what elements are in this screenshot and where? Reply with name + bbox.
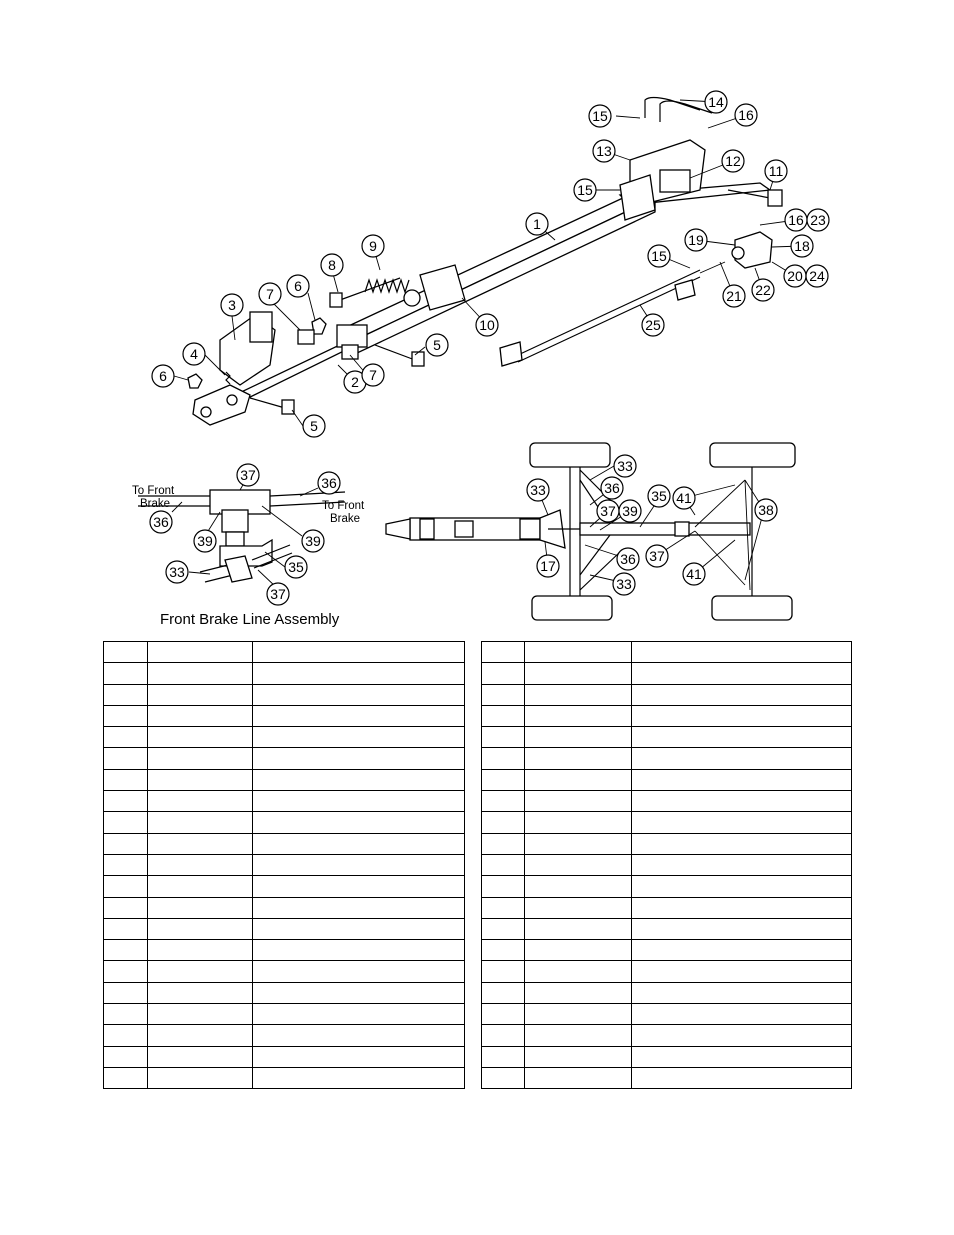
brake-callout-39a [194, 530, 216, 552]
table-cell [148, 769, 253, 790]
table-cell [148, 897, 253, 918]
table-cell [148, 854, 253, 875]
svg-text:22: 22 [755, 282, 771, 298]
table-row [482, 642, 852, 663]
table-cell [148, 940, 253, 961]
table-cell [482, 769, 525, 790]
table-cell [148, 961, 253, 982]
table-cell [148, 748, 253, 769]
callout-6a [152, 365, 174, 387]
table-cell [482, 812, 525, 833]
table-cell [525, 1025, 632, 1046]
table-cell [104, 1067, 148, 1088]
callout-22 [752, 279, 774, 301]
table-cell [104, 791, 148, 812]
svg-text:24: 24 [809, 268, 825, 284]
table-cell [148, 727, 253, 748]
table-row [482, 727, 852, 748]
table-row [482, 940, 852, 961]
table-row [482, 791, 852, 812]
table-cell [525, 642, 632, 663]
table-cell [148, 876, 253, 897]
top-callout-41a [673, 487, 695, 509]
svg-text:6: 6 [294, 278, 302, 294]
svg-text:36: 36 [620, 551, 636, 567]
table-cell [148, 1067, 253, 1088]
spring [365, 280, 409, 292]
svg-text:37: 37 [600, 503, 616, 519]
svg-text:15: 15 [577, 182, 593, 198]
svg-text:41: 41 [676, 490, 692, 506]
callout-20 [784, 265, 806, 287]
svg-text:2: 2 [351, 374, 359, 390]
table-cell [104, 918, 148, 939]
svg-text:10: 10 [479, 317, 495, 333]
callout-25 [642, 314, 664, 336]
top-callout-41b [683, 563, 705, 585]
table-row [104, 876, 465, 897]
table-cell [482, 748, 525, 769]
svg-text:35: 35 [651, 488, 667, 504]
label-right-to-front: To Front [322, 500, 365, 512]
table-row [482, 812, 852, 833]
table-row [482, 876, 852, 897]
svg-text:33: 33 [169, 564, 185, 580]
callout-16b [785, 209, 807, 231]
table-cell [525, 918, 632, 939]
top-callout-33c [613, 573, 635, 595]
tow-bar-exploded-view [152, 91, 829, 437]
table-cell [632, 833, 852, 854]
table-row [482, 748, 852, 769]
svg-text:16: 16 [788, 212, 804, 228]
table-cell [104, 1004, 148, 1025]
brake-callout-35 [285, 556, 307, 578]
table-cell [632, 1046, 852, 1067]
table-row [104, 1067, 465, 1088]
vehicle-top-view [386, 443, 795, 620]
table-cell [482, 1067, 525, 1088]
callout-23 [807, 209, 829, 231]
table-row [104, 791, 465, 812]
table-cell [148, 642, 253, 663]
callout-16a [735, 104, 757, 126]
table-cell [253, 918, 465, 939]
table-row [482, 918, 852, 939]
callout-13 [593, 140, 615, 162]
svg-text:5: 5 [433, 337, 441, 353]
table-row [104, 727, 465, 748]
parts-table-right [481, 641, 852, 1089]
table-cell [148, 1046, 253, 1067]
table-cell [482, 727, 525, 748]
svg-text:39: 39 [622, 503, 638, 519]
table-cell [632, 897, 852, 918]
brake-line-assembly-view [132, 464, 365, 628]
table-cell [104, 897, 148, 918]
table-row [104, 833, 465, 854]
table-cell [525, 940, 632, 961]
table-row [482, 663, 852, 684]
table-cell [253, 684, 465, 705]
table-row [482, 854, 852, 875]
table-cell [104, 876, 148, 897]
top-callout-35 [648, 485, 670, 507]
table-cell [632, 791, 852, 812]
svg-text:16: 16 [738, 107, 754, 123]
hitch-plate [193, 385, 250, 425]
top-callout-36b [617, 548, 639, 570]
table-cell [104, 748, 148, 769]
callout-8 [321, 254, 343, 276]
main-tube [340, 190, 655, 340]
table-cell [253, 642, 465, 663]
table-cell [632, 684, 852, 705]
table-cell [148, 833, 253, 854]
brake-rod-end [500, 342, 522, 366]
svg-text:8: 8 [328, 257, 336, 273]
table-cell [482, 642, 525, 663]
table-cell [482, 854, 525, 875]
table-cell [632, 918, 852, 939]
callout-7a [259, 283, 281, 305]
brake-assembly-caption: Front Brake Line Assembly [160, 611, 340, 628]
table-cell [148, 982, 253, 1003]
table-cell [148, 705, 253, 726]
table-row [104, 684, 465, 705]
svg-text:25: 25 [645, 317, 661, 333]
label-left-brake: Brake [140, 498, 171, 510]
top-callout-33b [527, 479, 549, 501]
svg-text:5: 5 [310, 418, 318, 434]
table-row [104, 642, 465, 663]
table-cell [632, 982, 852, 1003]
callout-15b [574, 179, 596, 201]
table-cell [525, 705, 632, 726]
brake-callout-37b [267, 583, 289, 605]
top-callout-36a [601, 477, 623, 499]
svg-text:15: 15 [651, 248, 667, 264]
svg-text:14: 14 [708, 94, 724, 110]
svg-text:36: 36 [153, 514, 169, 530]
table-cell [148, 918, 253, 939]
table-cell [482, 876, 525, 897]
table-cell [525, 748, 632, 769]
svg-text:11: 11 [768, 163, 784, 179]
callout-5a [303, 415, 325, 437]
table-row [482, 1046, 852, 1067]
svg-text:6: 6 [159, 368, 167, 384]
table-row [104, 705, 465, 726]
table-cell [632, 769, 852, 790]
svg-text:18: 18 [794, 238, 810, 254]
table-cell [253, 1004, 465, 1025]
brake-callout-36a [150, 511, 172, 533]
callout-18 [791, 235, 813, 257]
table-cell [148, 1004, 253, 1025]
table-cell [104, 854, 148, 875]
callout-10 [476, 314, 498, 336]
table-row [482, 1067, 852, 1088]
table-cell [632, 642, 852, 663]
table-cell [148, 791, 253, 812]
table-cell [525, 727, 632, 748]
top-callout-37b [646, 545, 668, 567]
table-cell [525, 769, 632, 790]
table-row [482, 769, 852, 790]
table-cell [482, 1046, 525, 1067]
table-cell [482, 1004, 525, 1025]
svg-text:13: 13 [596, 143, 612, 159]
top-callout-38 [755, 499, 777, 521]
table-row [482, 897, 852, 918]
svg-text:17: 17 [540, 558, 556, 574]
table-cell [253, 748, 465, 769]
table-cell [104, 684, 148, 705]
callout-15c [648, 245, 670, 267]
top-callout-17 [537, 555, 559, 577]
table-cell [104, 982, 148, 1003]
svg-text:37: 37 [270, 586, 286, 602]
table-cell [104, 727, 148, 748]
table-cell [104, 663, 148, 684]
table-cell [632, 812, 852, 833]
tire-front-left [530, 443, 610, 467]
table-cell [632, 1004, 852, 1025]
svg-text:9: 9 [369, 238, 377, 254]
table-cell [253, 961, 465, 982]
svg-text:37: 37 [240, 467, 256, 483]
table-cell [104, 769, 148, 790]
svg-text:35: 35 [288, 559, 304, 575]
tire-rear-left [710, 443, 795, 467]
brake-callout-37a [237, 464, 259, 486]
table-cell [253, 833, 465, 854]
table-cell [482, 940, 525, 961]
table-row [104, 1025, 465, 1046]
table-cell [482, 663, 525, 684]
table-cell [525, 854, 632, 875]
table-cell [104, 940, 148, 961]
table-row [104, 663, 465, 684]
callout-19 [685, 229, 707, 251]
callout-9 [362, 235, 384, 257]
svg-text:33: 33 [617, 458, 633, 474]
brake-callout-36b [318, 472, 340, 494]
table-cell [482, 705, 525, 726]
table-cell [482, 897, 525, 918]
table-cell [148, 663, 253, 684]
svg-text:38: 38 [758, 502, 774, 518]
svg-text:39: 39 [305, 533, 321, 549]
table-cell [632, 727, 852, 748]
callout-1 [526, 213, 548, 235]
table-cell [482, 961, 525, 982]
table-cell [253, 1046, 465, 1067]
table-cell [525, 1046, 632, 1067]
table-row [104, 1004, 465, 1025]
table-cell [632, 705, 852, 726]
table-row [104, 748, 465, 769]
table-cell [253, 1025, 465, 1046]
svg-text:7: 7 [369, 367, 377, 383]
table-cell [525, 684, 632, 705]
callout-7b [362, 364, 384, 386]
table-cell [104, 642, 148, 663]
table-cell [253, 940, 465, 961]
table-row [482, 1004, 852, 1025]
tire-front-right [532, 596, 612, 620]
table-cell [525, 663, 632, 684]
table-cell [632, 854, 852, 875]
svg-text:37: 37 [649, 548, 665, 564]
table-cell [525, 791, 632, 812]
table-cell [104, 833, 148, 854]
table-cell [148, 1025, 253, 1046]
table-cell [104, 1046, 148, 1067]
table-cell [632, 940, 852, 961]
svg-text:4: 4 [190, 346, 198, 362]
callout-12 [722, 150, 744, 172]
callout-24 [806, 265, 828, 287]
svg-text:41: 41 [686, 566, 702, 582]
table-cell [253, 1067, 465, 1088]
table-row [104, 918, 465, 939]
table-cell [253, 791, 465, 812]
table-cell [525, 812, 632, 833]
table-cell [525, 833, 632, 854]
table-cell [104, 961, 148, 982]
callout-5b [426, 334, 448, 356]
table-row [104, 854, 465, 875]
callout-21 [723, 285, 745, 307]
table-cell [253, 727, 465, 748]
brake-callout-33 [166, 561, 188, 583]
table-cell [253, 876, 465, 897]
table-cell [482, 1025, 525, 1046]
top-callout-37a [597, 500, 619, 522]
table-cell [253, 897, 465, 918]
table-cell [482, 791, 525, 812]
table-cell [104, 812, 148, 833]
table-row [482, 982, 852, 1003]
callout-11 [765, 160, 787, 182]
table-row [104, 897, 465, 918]
table-cell [104, 705, 148, 726]
svg-text:23: 23 [810, 212, 826, 228]
table-cell [525, 876, 632, 897]
parts-table-left [103, 641, 465, 1089]
brake-callout-39b [302, 530, 324, 552]
callout-15a [589, 105, 611, 127]
table-cell [148, 812, 253, 833]
callout-4 [183, 343, 205, 365]
svg-text:19: 19 [688, 232, 704, 248]
svg-text:3: 3 [228, 297, 236, 313]
table-cell [632, 1067, 852, 1088]
table-cell [482, 918, 525, 939]
table-row [482, 705, 852, 726]
table-cell [148, 684, 253, 705]
callout-14 [705, 91, 727, 113]
table-cell [525, 1067, 632, 1088]
table-cell [525, 897, 632, 918]
svg-text:33: 33 [616, 576, 632, 592]
label-left-to-front: To Front [132, 485, 175, 497]
table-cell [253, 769, 465, 790]
svg-text:7: 7 [266, 286, 274, 302]
table-cell [482, 684, 525, 705]
label-right-brake: Brake [330, 513, 361, 525]
callout-3 [221, 294, 243, 316]
svg-text:15: 15 [592, 108, 608, 124]
table-cell [104, 1025, 148, 1046]
table-row [104, 961, 465, 982]
table-row [104, 1046, 465, 1067]
table-cell [482, 982, 525, 1003]
table-cell [253, 812, 465, 833]
table-row [482, 1025, 852, 1046]
table-cell [525, 1004, 632, 1025]
top-callout-39 [619, 500, 641, 522]
table-cell [253, 982, 465, 1003]
svg-text:36: 36 [604, 480, 620, 496]
svg-text:1: 1 [533, 216, 541, 232]
svg-text:36: 36 [321, 475, 337, 491]
table-cell [632, 663, 852, 684]
table-row [104, 769, 465, 790]
table-cell [632, 748, 852, 769]
table-row [104, 812, 465, 833]
table-cell [632, 1025, 852, 1046]
svg-text:21: 21 [726, 288, 742, 304]
table-cell [525, 961, 632, 982]
svg-text:20: 20 [787, 268, 803, 284]
table-row [104, 940, 465, 961]
table-cell [253, 663, 465, 684]
table-cell [525, 982, 632, 1003]
table-row [104, 982, 465, 1003]
table-cell [632, 961, 852, 982]
table-cell [253, 705, 465, 726]
top-callout-33a [614, 455, 636, 477]
callout-6b [287, 275, 309, 297]
table-row [482, 833, 852, 854]
svg-text:39: 39 [197, 533, 213, 549]
tire-rear-right [712, 596, 792, 620]
table-row [482, 961, 852, 982]
table-cell [482, 833, 525, 854]
svg-text:12: 12 [725, 153, 741, 169]
table-cell [632, 876, 852, 897]
table-row [482, 684, 852, 705]
svg-text:33: 33 [530, 482, 546, 498]
table-cell [253, 854, 465, 875]
